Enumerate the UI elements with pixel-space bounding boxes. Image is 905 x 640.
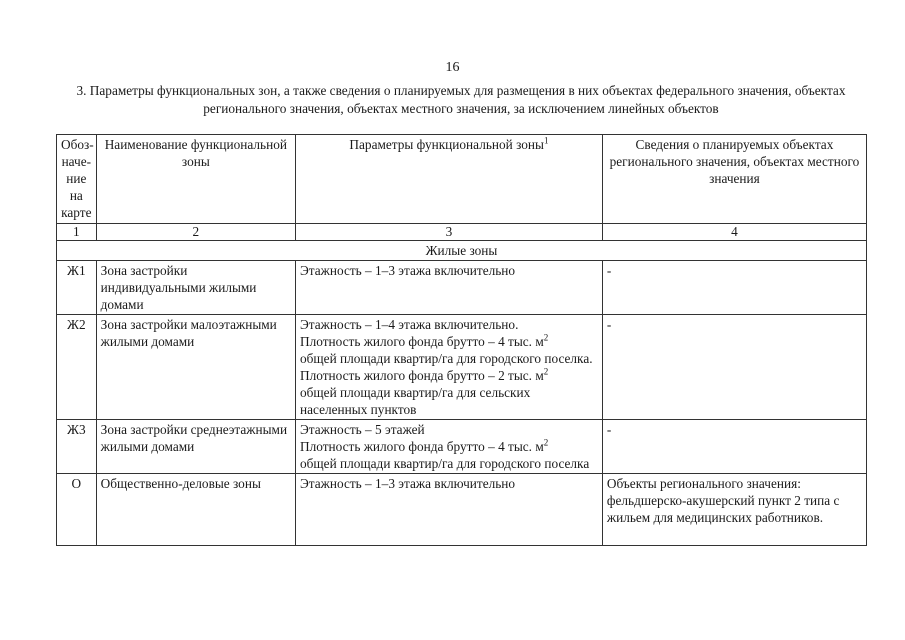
zone-code: О	[57, 474, 97, 546]
zone-code: Ж1	[57, 261, 97, 315]
param-line	[300, 438, 598, 455]
column-number: 3	[296, 224, 603, 241]
zone-objects: -	[602, 261, 866, 315]
zone-code: Ж2	[57, 315, 97, 420]
zone-parameters	[296, 315, 603, 420]
superscript: 2	[543, 332, 549, 343]
zone-parameters	[296, 420, 603, 474]
column-number: 1	[57, 224, 97, 241]
footnote-marker: 1	[543, 135, 549, 146]
section-title: Жилые зоны	[57, 241, 867, 261]
param-line: Этажность – 1–3 этажа включительно	[300, 476, 516, 491]
zone-name: Общественно-деловые зоны	[96, 474, 295, 546]
param-text: Плотность жилого фонда брутто – 2 тыс. м	[300, 368, 544, 383]
zone-name: Зона застройки среднеэтажными жилыми домами	[96, 420, 295, 474]
table-row	[57, 315, 867, 420]
param-text: Плотность жилого фонда брутто – 4 тыс. м	[300, 334, 544, 349]
zone-parameters	[296, 474, 603, 546]
param-line: Этажность – 5 этажей	[300, 422, 425, 437]
superscript: 2	[543, 437, 549, 448]
param-text: Плотность жилого фонда брутто – 4 тыс. м	[300, 439, 544, 454]
functional-zones-table	[56, 134, 867, 546]
param-line: общей площади квартир/га для городского поселка	[300, 456, 590, 471]
page-number: 16	[445, 60, 460, 75]
column-number-row	[57, 224, 867, 241]
header-zone-name: Наименование функциональной зоны	[96, 135, 295, 224]
zone-code: Ж3	[57, 420, 97, 474]
param-line: Этажность – 1–3 этажа включительно	[300, 263, 516, 278]
zone-parameters	[296, 261, 603, 315]
header-zone-parameters	[296, 135, 603, 224]
param-line	[300, 333, 598, 350]
param-line	[300, 367, 598, 384]
zone-objects: -	[602, 315, 866, 420]
param-line: общей площади квартир/га для сельских населенных пунктов	[300, 385, 531, 417]
zone-name: Зона застройки малоэтажными жилыми домами	[96, 315, 295, 420]
superscript: 2	[543, 366, 549, 377]
table-row	[57, 261, 867, 315]
table-row	[57, 474, 867, 546]
table-row	[57, 420, 867, 474]
header-designation: Обоз- наче- ние на карте	[57, 135, 97, 224]
section-row	[57, 241, 867, 261]
param-line: Этажность – 1–4 этажа включительно.	[300, 317, 519, 332]
zone-name: Зона застройки индивидуальными жилыми домами	[96, 261, 295, 315]
param-line: общей площади квартир/га для городского поселка.	[300, 351, 593, 366]
table-header-row	[57, 135, 867, 224]
zone-objects: Объекты регионального значения: фельдшерско-акушерский пункт 2 типа с жильем для медицинских работников.	[602, 474, 866, 546]
header-zone-parameters-text: Параметры функциональной зоны	[349, 137, 544, 152]
zone-objects: -	[602, 420, 866, 474]
column-number: 2	[96, 224, 295, 241]
header-planned-objects: Сведения о планируемых объектах регионального значения, объектах местного значения	[602, 135, 866, 224]
section-heading: 3. Параметры функциональных зон, а также сведения о планируемых для размещения в них объектах федерального значения, объектах регионального значения, объектах местного значения, за исключением линейных объектов	[76, 83, 846, 116]
column-number: 4	[602, 224, 866, 241]
